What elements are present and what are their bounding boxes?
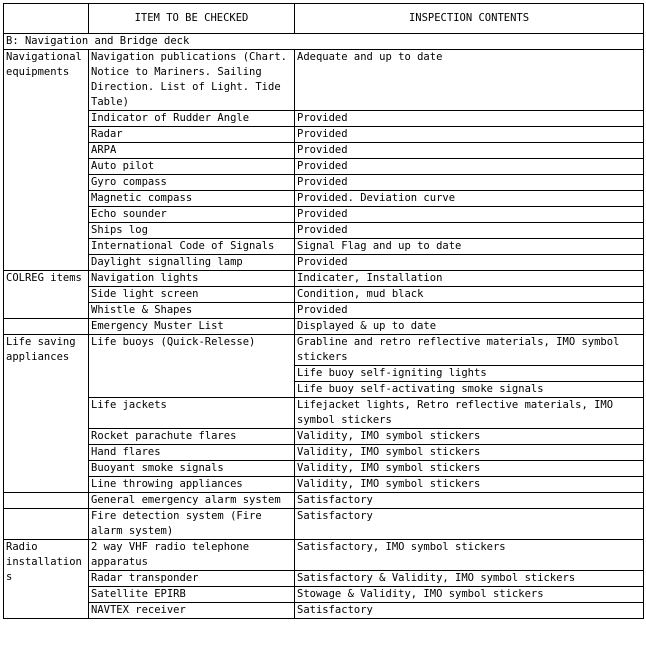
table-row — [4, 509, 644, 540]
table-row — [4, 271, 644, 287]
table-row — [4, 540, 644, 571]
content-cell: Adequate and up to date — [295, 50, 644, 111]
item-cell: Buoyant smoke signals — [89, 461, 295, 477]
content-cell: Satisfactory & Validity, IMO symbol stickers — [295, 571, 644, 587]
group-empty — [4, 493, 89, 509]
group-navigational-equipments: Navigational equipments — [4, 50, 89, 271]
content-cell: Validity, IMO symbol stickers — [295, 445, 644, 461]
item-cell: Radar — [89, 127, 295, 143]
group-life-saving-appliances: Life saving appliances — [4, 335, 89, 493]
group-radio-installations: Radio installations — [4, 540, 89, 619]
item-cell: Side light screen — [89, 287, 295, 303]
table-row — [4, 477, 644, 493]
content-cell: Life buoy self-igniting lights — [295, 366, 644, 382]
item-cell: 2 way VHF radio telephone apparatus — [89, 540, 295, 571]
item-cell: ARPA — [89, 143, 295, 159]
table-row — [4, 429, 644, 445]
item-cell: Whistle & Shapes — [89, 303, 295, 319]
content-cell: Life buoy self-activating smoke signals — [295, 382, 644, 398]
item-cell: Life buoys (Quick-Relesse) — [89, 335, 295, 398]
content-cell: Signal Flag and up to date — [295, 239, 644, 255]
content-cell: Provided — [295, 207, 644, 223]
table-row — [4, 493, 644, 509]
section-title: B: Navigation and Bridge deck — [4, 34, 644, 50]
header-category — [4, 4, 89, 34]
content-cell: Satisfactory — [295, 603, 644, 619]
item-cell: Navigation lights — [89, 271, 295, 287]
content-cell: Provided — [295, 223, 644, 239]
table-row — [4, 319, 644, 335]
item-cell: Ships log — [89, 223, 295, 239]
content-cell: Satisfactory — [295, 509, 644, 540]
content-cell: Validity, IMO symbol stickers — [295, 477, 644, 493]
content-cell: Stowage & Validity, IMO symbol stickers — [295, 587, 644, 603]
item-cell: Navigation publications (Chart. Notice to Mariners. Sailing Direction. List of Light. Tide Table) — [89, 50, 295, 111]
item-cell: Rocket parachute flares — [89, 429, 295, 445]
group-empty — [4, 509, 89, 540]
content-cell: Provided — [295, 159, 644, 175]
content-cell: Provided — [295, 303, 644, 319]
group-empty — [4, 319, 89, 335]
item-cell: Magnetic compass — [89, 191, 295, 207]
item-cell: Auto pilot — [89, 159, 295, 175]
table-row — [4, 445, 644, 461]
table-row — [4, 335, 644, 366]
table-row — [4, 50, 644, 111]
header-row — [4, 4, 644, 34]
table-row — [4, 287, 644, 303]
table-row — [4, 587, 644, 603]
item-cell: Satellite EPIRB — [89, 587, 295, 603]
content-cell: Provided. Deviation curve — [295, 191, 644, 207]
item-cell: Indicator of Rudder Angle — [89, 111, 295, 127]
table-row — [4, 191, 644, 207]
inspection-checklist-table — [3, 3, 644, 619]
table-row — [4, 603, 644, 619]
table-row — [4, 571, 644, 587]
item-cell: Life jackets — [89, 398, 295, 429]
content-cell: Lifejacket lights, Retro reflective materials, IMO symbol stickers — [295, 398, 644, 429]
item-cell: Gyro compass — [89, 175, 295, 191]
table-row — [4, 159, 644, 175]
item-cell: Emergency Muster List — [89, 319, 295, 335]
item-cell: Hand flares — [89, 445, 295, 461]
table-row — [4, 303, 644, 319]
item-cell: Echo sounder — [89, 207, 295, 223]
content-cell: Provided — [295, 127, 644, 143]
content-cell: Indicater, Installation — [295, 271, 644, 287]
content-cell: Satisfactory — [295, 493, 644, 509]
section-row — [4, 34, 644, 50]
table-row — [4, 255, 644, 271]
content-cell: Provided — [295, 143, 644, 159]
table-row — [4, 111, 644, 127]
item-cell: Daylight signalling lamp — [89, 255, 295, 271]
content-cell: Satisfactory, IMO symbol stickers — [295, 540, 644, 571]
content-cell: Provided — [295, 111, 644, 127]
item-cell: Line throwing appliances — [89, 477, 295, 493]
table-row — [4, 175, 644, 191]
content-cell: Provided — [295, 255, 644, 271]
table-row — [4, 127, 644, 143]
item-cell: Radar transponder — [89, 571, 295, 587]
content-cell: Displayed & up to date — [295, 319, 644, 335]
item-cell: Fire detection system (Fire alarm system) — [89, 509, 295, 540]
content-cell: Grabline and retro reflective materials, IMO symbol stickers — [295, 335, 644, 366]
table-row — [4, 207, 644, 223]
group-colreg-items: COLREG items — [4, 271, 89, 319]
item-cell: International Code of Signals — [89, 239, 295, 255]
content-cell: Validity, IMO symbol stickers — [295, 429, 644, 445]
item-cell: NAVTEX receiver — [89, 603, 295, 619]
header-contents: INSPECTION CONTENTS — [295, 4, 644, 34]
content-cell: Validity, IMO symbol stickers — [295, 461, 644, 477]
table-row — [4, 239, 644, 255]
table-row — [4, 398, 644, 429]
header-item: ITEM TO BE CHECKED — [89, 4, 295, 34]
table-row — [4, 143, 644, 159]
table-row — [4, 223, 644, 239]
item-cell: General emergency alarm system — [89, 493, 295, 509]
content-cell: Condition, mud black — [295, 287, 644, 303]
content-cell: Provided — [295, 175, 644, 191]
table-row — [4, 461, 644, 477]
